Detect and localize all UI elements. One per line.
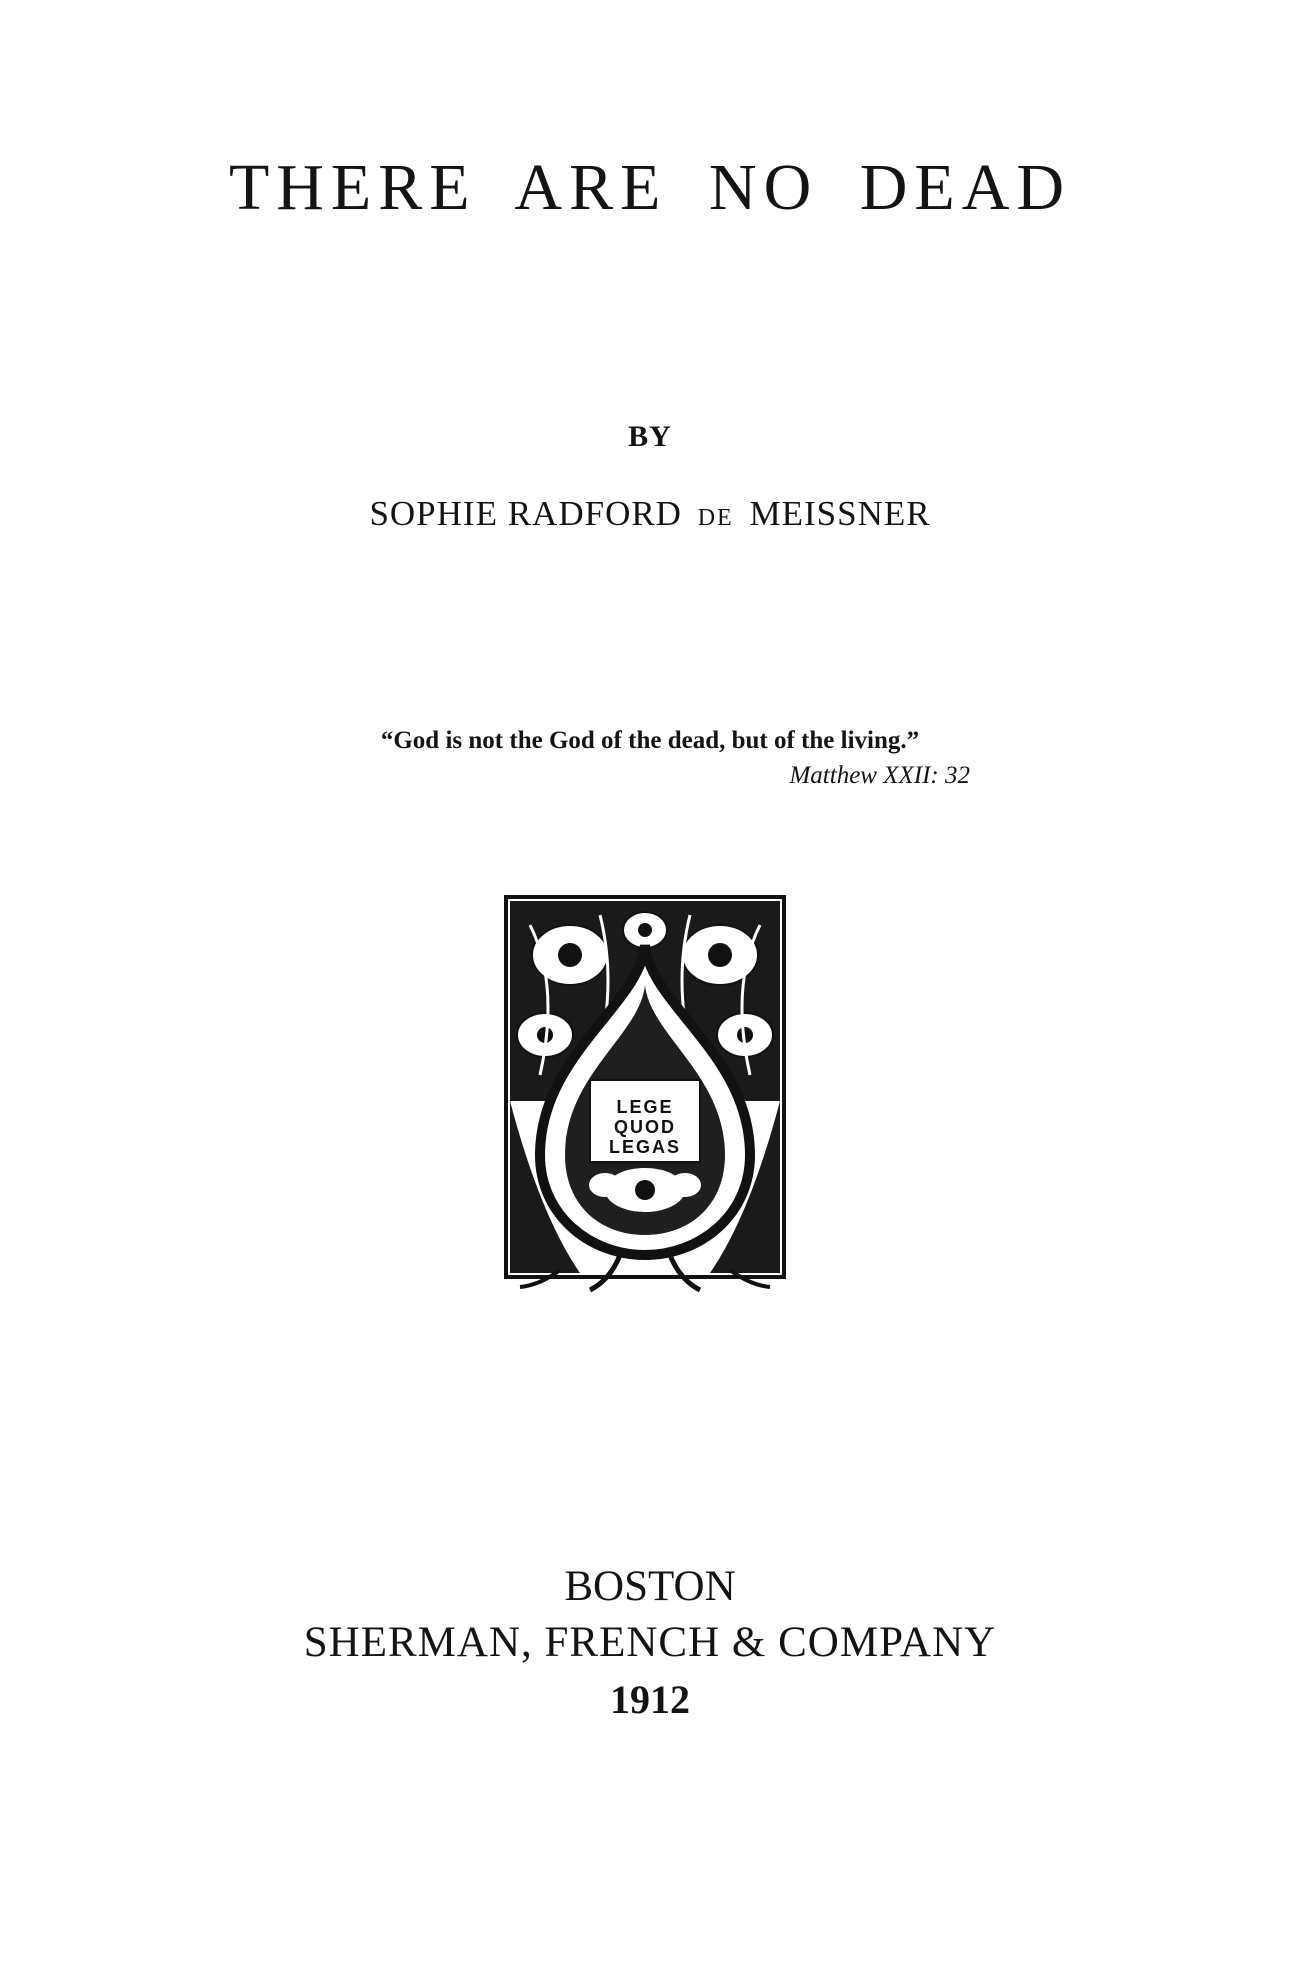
imprint-publisher: SHERMAN, FRENCH & COMPANY [303, 1619, 997, 1666]
by-line: BY [628, 420, 672, 453]
imprint-city: BOSTON [564, 1563, 736, 1610]
motto-line-2: QUOD [614, 1117, 676, 1137]
ornament-graphic [500, 885, 790, 1305]
epigraph-quote: “God is not the God of the dead, but of the living.” [380, 727, 920, 754]
author-first-name: SOPHIE RADFORD [369, 494, 682, 533]
epigraph-citation: Matthew XXII: 32 [789, 762, 970, 789]
imprint-year: 1912 [610, 1677, 690, 1722]
author-name [0, 494, 1300, 534]
motto-line-3: LEGAS [608, 1137, 681, 1157]
author-last-name: MEISSNER [749, 494, 931, 533]
motto-line-1: LEGE [616, 1097, 674, 1117]
author-particle: DE [697, 505, 734, 531]
book-title: THERE ARE NO DEAD [228, 151, 1072, 224]
ornamental-printers-device-icon [500, 885, 790, 1305]
